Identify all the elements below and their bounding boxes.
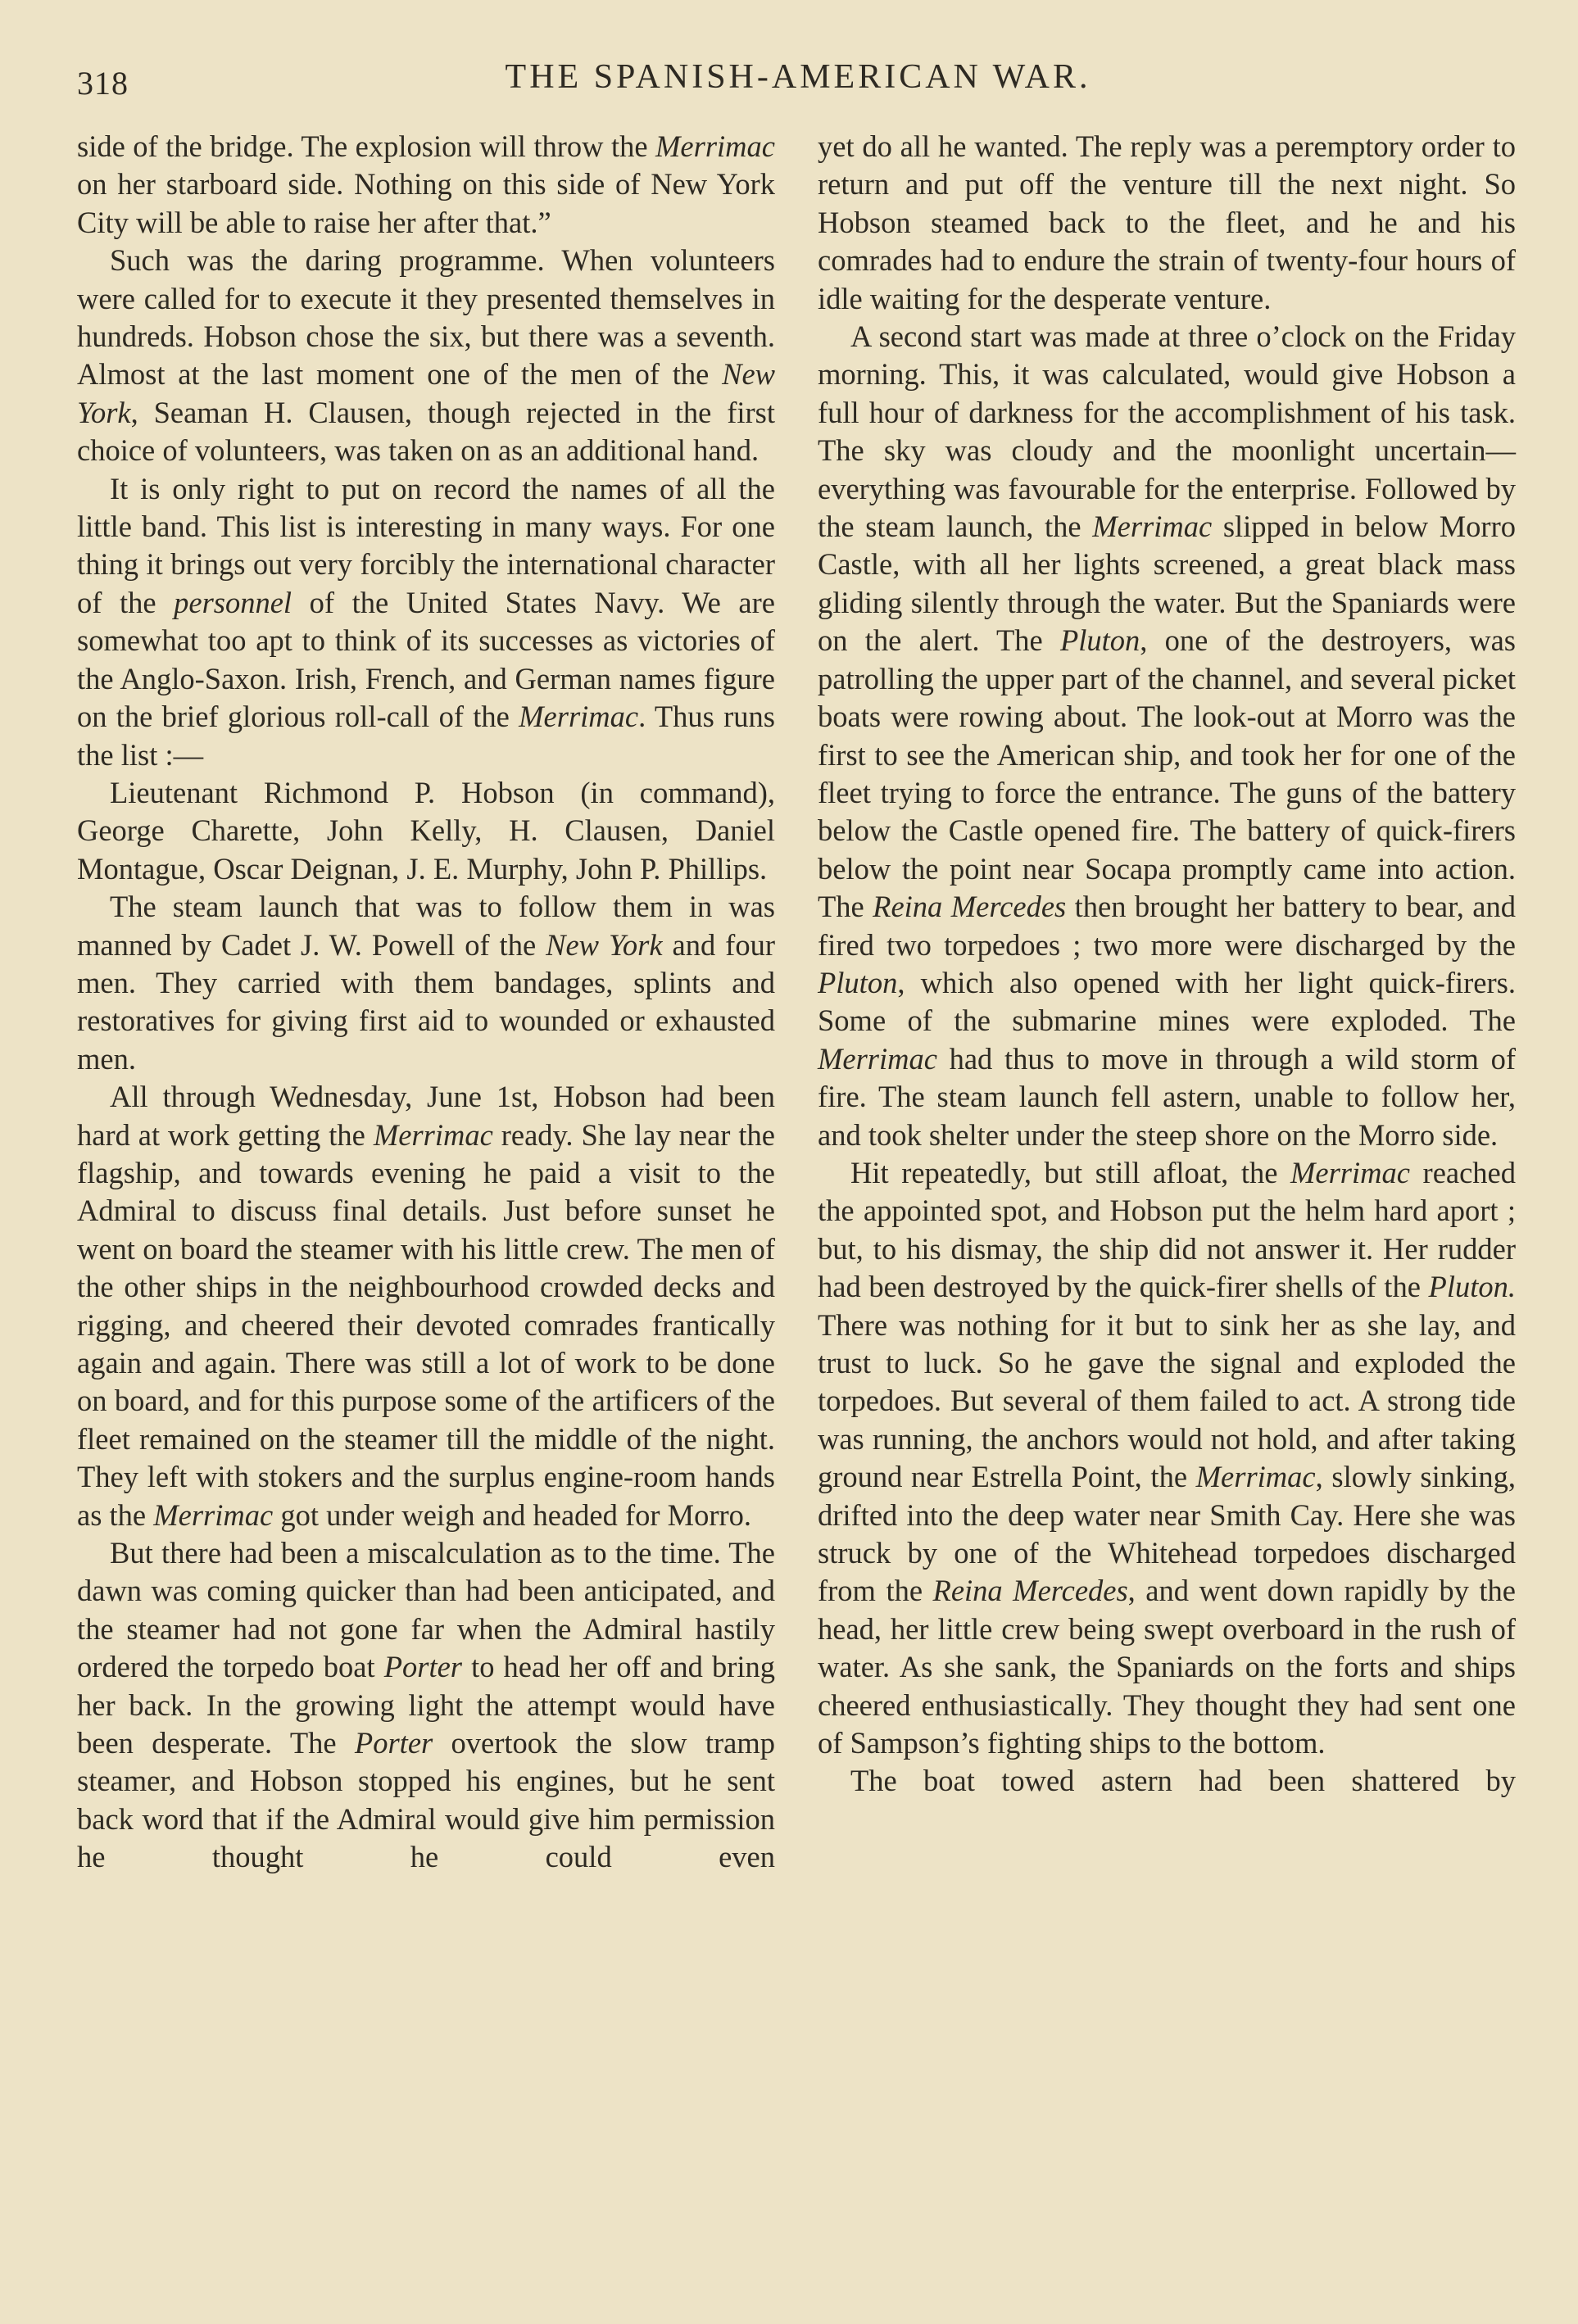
text-run: on her starboard side. Nothing on this side of New York City will be able to raise her after that.” [77,167,775,239]
text-run: got under weigh and headed for Morro. [273,1497,752,1532]
text-run: There was nothing for it but to sink her as she lay, and trust to luck. So he gave the signal and exploded the torpedoes. But several of them failed to act. A strong tide was running, the anchors would not hold, and after taking ground near Estrella Point, the [818,1307,1516,1494]
text-run: side of the bridge. The explosion will throw the [77,129,656,163]
italic-text: Merrimac [373,1117,493,1152]
italic-text: Merrimac [1290,1155,1410,1189]
text-run: ready. She lay near the flagship, and towards evening he paid a visit to the Admiral to discuss final details. Just before sunset he went on board the steamer with his little crew. The men of the other ships in the neighbourhood crowded decks and rigging, and cheered their devoted comrades frantically again and again. There was still a lot of work to be done on board, and for this purpose some of the artificers of the fleet remained on the steamer till the middle of the night. They left with stokers and the surplus engine-room hands as the [77,1117,775,1532]
italic-text: Merrimac [1092,510,1213,544]
text-run: and four men. They carried with them bandages, splints and restoratives for giving first aid to wounded or exhausted men. [77,927,775,1076]
paragraph [77,470,775,774]
text-run: Hit repeatedly, but still afloat, the [850,1155,1290,1189]
left-column [77,128,775,1877]
italic-text: Merrimac [153,1497,274,1532]
italic-text: Reina Mercedes [932,1574,1128,1608]
italic-text: Pluton [818,965,898,999]
paragraph [818,1762,1516,1800]
page-number: 318 [77,65,129,102]
paragraph [77,774,775,888]
italic-text: New York [546,927,663,962]
paragraph [77,1078,775,1534]
text-run: , slowly sinking, drifted into the deep water near Smith Cay. Here she was struck by one of the Whitehead torpedoes discharged from the [818,1460,1516,1608]
italic-text: Pluton. [1428,1270,1516,1304]
text-run: yet do all he wanted. The reply was a peremptory order to return and put off the venture till the next night. So Hobson steamed back to the fleet, and he and his comrades had to endure the strain of twenty-four hours of idle waiting for the desperate venture. [818,129,1516,315]
italic-text: Merrimac [519,700,639,734]
text-run: reached the appointed spot, and Hobson put the helm hard aport ; but, to his dismay, the ship did not answer it. Her rudder had been destroyed by the quick-firer shells of the [818,1155,1516,1304]
text-run: The boat towed astern had been shattered by [850,1764,1516,1798]
text-run: of the United States Navy. We are somewhat too apt to think of its successes as victories of the Anglo-Saxon. Irish, French, and German names figure on the brief glorious roll-call of the [77,585,775,734]
paragraph [818,128,1516,318]
text-run: , one of the destroyers, was patrolling the upper part of the channel, and several picket boats were rowing about. The look-out at Morro was the first to see the American ship, and took her for one of the fleet trying to force the entrance. The guns of the battery below the Castle opened fire. The battery of quick-firers below the point near Socapa promptly came into action. The [818,623,1516,924]
text-run: But there had been a miscalculation as to the time. The dawn was coming quicker than had been anticipated, and the steamer had not gone far when the Admiral hastily ordered the torpedo boat [77,1536,775,1684]
text-run: to head her off and bring her back. In the growing light the attempt would have been desperate. The [77,1650,776,1760]
text-run: had thus to move in through a wild storm of fire. The steam launch fell astern, unable to follow her, and took shelter under the steep shore on the Morro side. [818,1041,1516,1152]
text-run: Lieutenant Richmond P. Hobson (in command), George Charette, John Kelly, H. Clausen, Daniel Montague, Oscar Deignan, J. E. Murphy, John P. Phillips. [77,775,775,886]
paragraph [77,1534,775,1877]
paragraph [77,242,775,469]
italic-text: New York [77,357,775,429]
text-run: . Thus runs the list :— [77,700,776,772]
text-run: All through Wednesday, June 1st, Hobson had been hard at work getting the [77,1080,775,1152]
text-run: A second start was made at three o’clock on the Friday morning. This, it was calculated, would give Hobson a full hour of darkness for the accomplishment of his task. The sky was cloudy and the moonlight uncertain—everything was favourable for the enterprise. Followed by the steam launch, the [818,319,1516,544]
text-run: , and went down rapidly by the head, her little crew being swept overboard in the rush of water. As she sank, the Spaniards on the forts and ships cheered enthusiastically. They thought they had sent one of Sampson’s fighting ships to the bottom. [818,1574,1516,1760]
italic-text: Porter [354,1726,433,1760]
paragraph [77,128,775,242]
italic-text: personnel [174,585,292,619]
running-title: THE SPANISH-AMERICAN WAR. [505,58,1091,96]
italic-text: Merrimac [818,1041,937,1076]
italic-text: Merrimac [655,129,775,163]
text-run: It is only right to put on record the names of all the little band. This list is interesting in many ways. For one thing it brings out very forcibly the international character of the [77,471,775,619]
paragraph [77,888,775,1078]
text-run: The steam launch that was to follow them in was manned by Cadet J. W. Powell of the [77,890,775,962]
italic-text: Pluton [1059,623,1140,658]
text-run: Such was the daring programme. When volunteers were called for to execute it they presented themselves in hundreds. Hobson chose the six, but there was a seventh. Almost at the last moment one of the men of the [77,243,775,392]
right-column [818,128,1516,1801]
text-run: , which also opened with her light quick-firers. Some of the submarine mines were exploded. The [818,965,1516,1038]
text-run: , Seaman H. Clausen, though rejected in the first choice of volunteers, was taken on as an additional hand. [77,395,775,468]
text-run: then brought her battery to bear, and fired two torpedoes ; two more were discharged by the [818,890,1517,962]
italic-text: Reina Mercedes [873,890,1067,924]
italic-text: Merrimac [1195,1460,1316,1494]
paragraph [818,318,1516,1154]
text-run: overtook the slow tramp steamer, and Hobson stopped his engines, but he sent back word that if the Admiral would give him permission he thought he could even [77,1726,775,1874]
text-run: slipped in below Morro Castle, with all her lights screened, a great black mass gliding silently through the water. But the Spaniards were on the alert. The [818,510,1516,658]
paragraph [818,1154,1516,1763]
italic-text: Porter [383,1650,462,1684]
page-header [77,57,1519,106]
